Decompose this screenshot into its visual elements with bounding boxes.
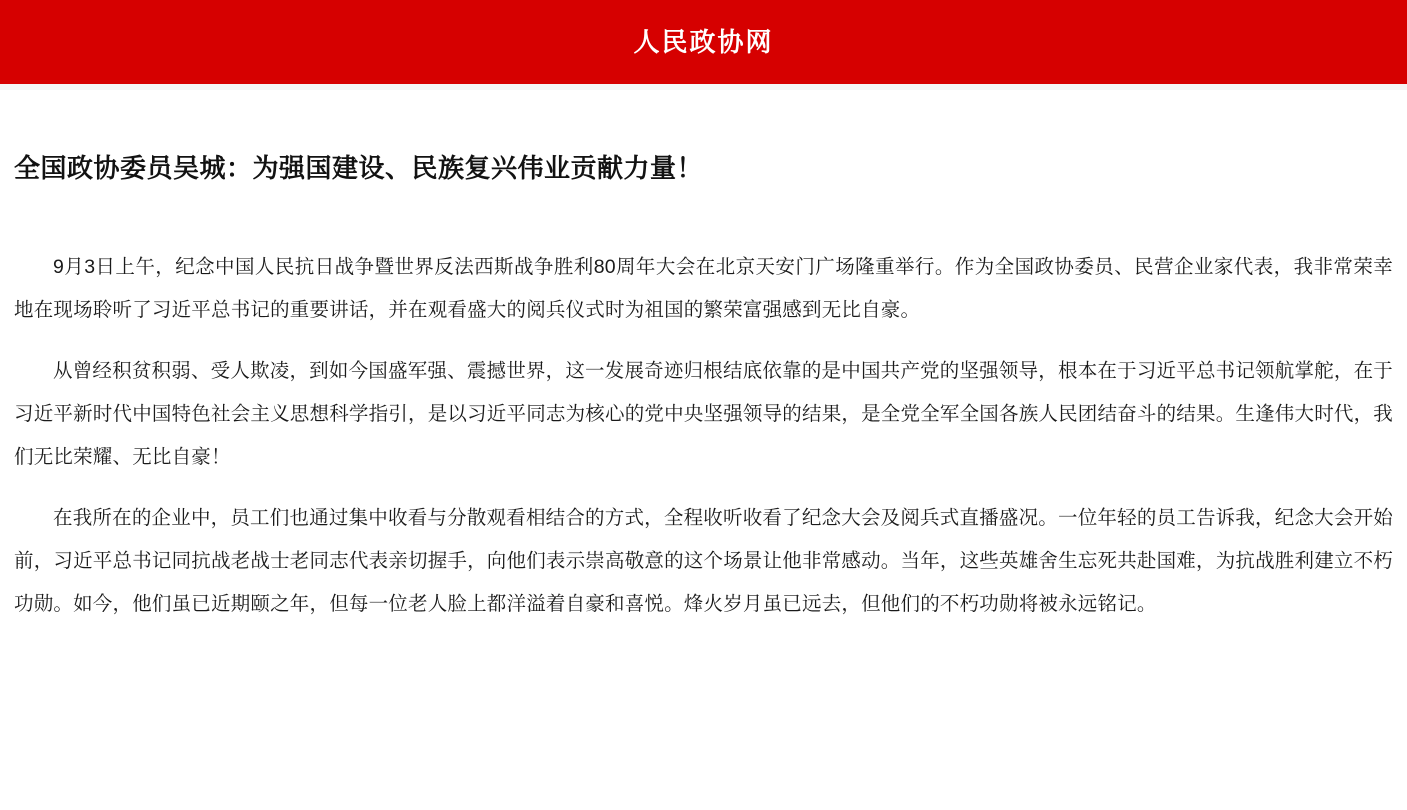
article-paragraph-1: 9月3日上午，纪念中国人民抗日战争暨世界反法西斯战争胜利80周年大会在北京天安门广场隆重举行。作为全国政协委员、民营企业家代表，我非常荣幸地在现场聆听了习近平总书记的重要讲话，并在观看盛大的阅兵仪式时为祖国的繁荣富强感到无比自豪。 [14,255,1393,321]
title-body-spacer [14,186,1393,246]
page-title: 全国政协委员吴城：为强国建设、民族复兴伟业贡献力量！ [14,153,704,183]
article-body [10,186,1397,626]
article-paragraph-2: 从曾经积贫积弱、受人欺凌，到如今国盛军强、震撼世界，这一发展奇迹归根结底依靠的是中国共产党的坚强领导，根本在于习近平总书记领航掌舵，在于习近平新时代中国特色社会主义思想科学指引，是以习近平同志为核心的党中央坚强领导的结果，是全党全军全国各族人民团结奋斗的结果。生逢伟大时代，我们无比荣耀、无比自豪！ [14,359,1394,468]
site-title: 人民政协网 [633,27,774,57]
article-paragraph-3: 在我所在的企业中，员工们也通过集中收看与分散观看相结合的方式，全程收听收看了纪念大会及阅兵式直播盛况。一位年轻的员工告诉我，纪念大会开始前，习近平总书记同抗战老战士老同志代表亲切握手，向他们表示崇高敬意的这个场景让他非常感动。当年，这些英雄舍生忘死共赴国难，为抗战胜利建立不朽功勋。如今，他们虽已近期颐之年，但每一位老人脸上都洋溢着自豪和喜悦。烽火岁月虽已远去，但他们的不朽功勋将被永远铭记。 [14,506,1394,615]
article-content [0,90,1407,626]
site-header [0,0,1407,84]
paragraph-spacer [14,479,1393,497]
paragraph-spacer [14,332,1393,350]
